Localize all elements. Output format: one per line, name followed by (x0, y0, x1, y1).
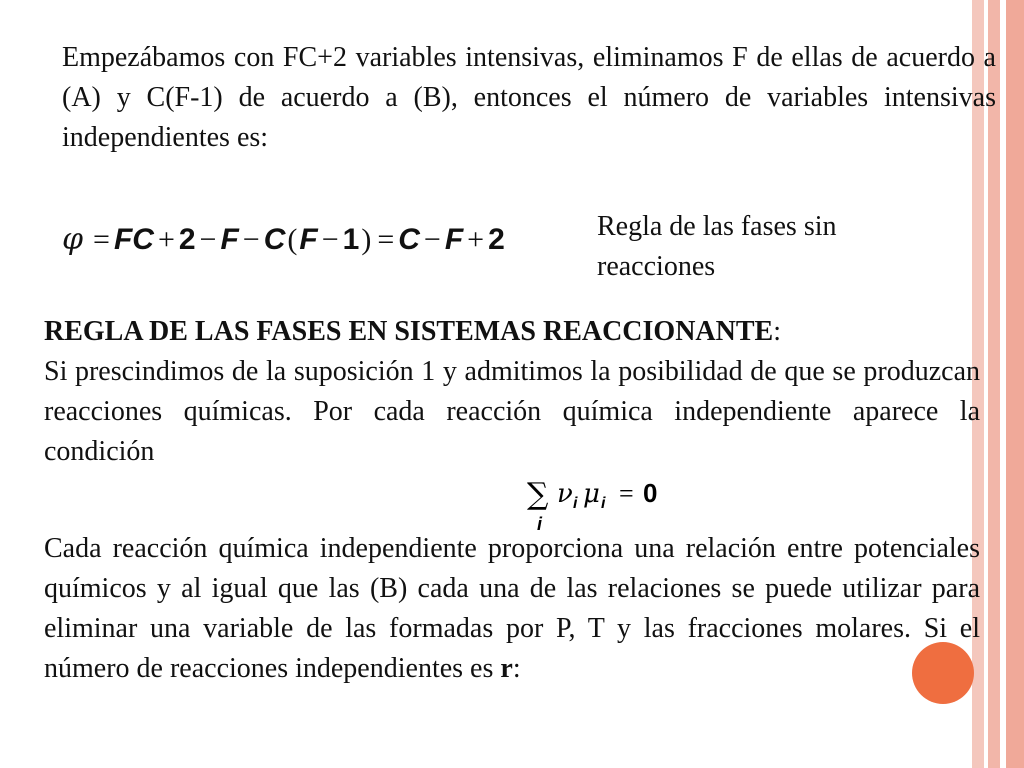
formula-term: 2 (178, 223, 196, 256)
formula-operator: − (321, 223, 339, 256)
equals-symbol: = (619, 479, 634, 508)
relation-paragraph-text: Cada reacción química independiente proporciona una relación entre potenciales químicos y al igual que las (B) cada una de las relaciones se puede utilizar para eliminar una variable de las formadas por P, T y las fracciones molares. Si el número de reacciones independientes es (44, 533, 980, 684)
formula-operator: − (242, 223, 260, 256)
formula-paren: ) (361, 223, 372, 256)
formula-operator: = (93, 223, 110, 256)
nu-symbol: ν (557, 479, 573, 509)
formula-term: F (444, 223, 464, 256)
section-title-colon: : (773, 316, 781, 347)
section-title (44, 312, 781, 352)
mu-subscript: i (601, 495, 606, 512)
formula-operator: = (377, 223, 395, 256)
zero-value: 0 (643, 478, 658, 508)
phase-rule-formula (62, 222, 505, 257)
formula-term: 1 (342, 223, 360, 256)
formula-operator: + (157, 223, 175, 256)
formula-term: C (263, 223, 286, 256)
formula-paren: ( (287, 223, 298, 256)
formula-term: C (398, 223, 420, 256)
reaction-count-symbol: r (500, 653, 513, 684)
section-title-text: REGLA DE LAS FASES EN SISTEMAS REACCIONANTE (44, 316, 774, 347)
reaction-condition-formula (527, 474, 677, 534)
nu-subscript: i (573, 495, 578, 512)
relation-paragraph-end: : (512, 653, 521, 684)
formula-operator: − (423, 223, 441, 256)
mu-symbol: μ (583, 479, 600, 509)
sum-subscript: i (537, 514, 543, 534)
reaction-paragraph: Si prescindimos de la suposición 1 y admitimos la posibilidad de que se produzcan reacciones químicas. Por cada reacción química independiente aparece la condición (44, 356, 980, 467)
phi-symbol: φ (62, 222, 84, 257)
formula-term: F (220, 223, 239, 256)
formula-term: 2 (488, 223, 505, 256)
relation-paragraph (44, 529, 980, 689)
sigma-symbol: ∑ (527, 477, 549, 512)
formula-term: FC (113, 223, 154, 256)
decorative-stripe (1006, 0, 1024, 768)
rule-label: Regla de las fases sin reacciones (597, 211, 837, 282)
formula-term: F (299, 223, 318, 256)
intro-paragraph: Empezábamos con FC+2 variables intensivas, eliminamos F de ellas de acuerdo a (A) y C(F-1) de acuerdo a (B), entonces el número de variables intensivas independientes es: (62, 42, 996, 153)
formula-operator: − (199, 223, 217, 256)
formula-operator: + (467, 223, 485, 256)
